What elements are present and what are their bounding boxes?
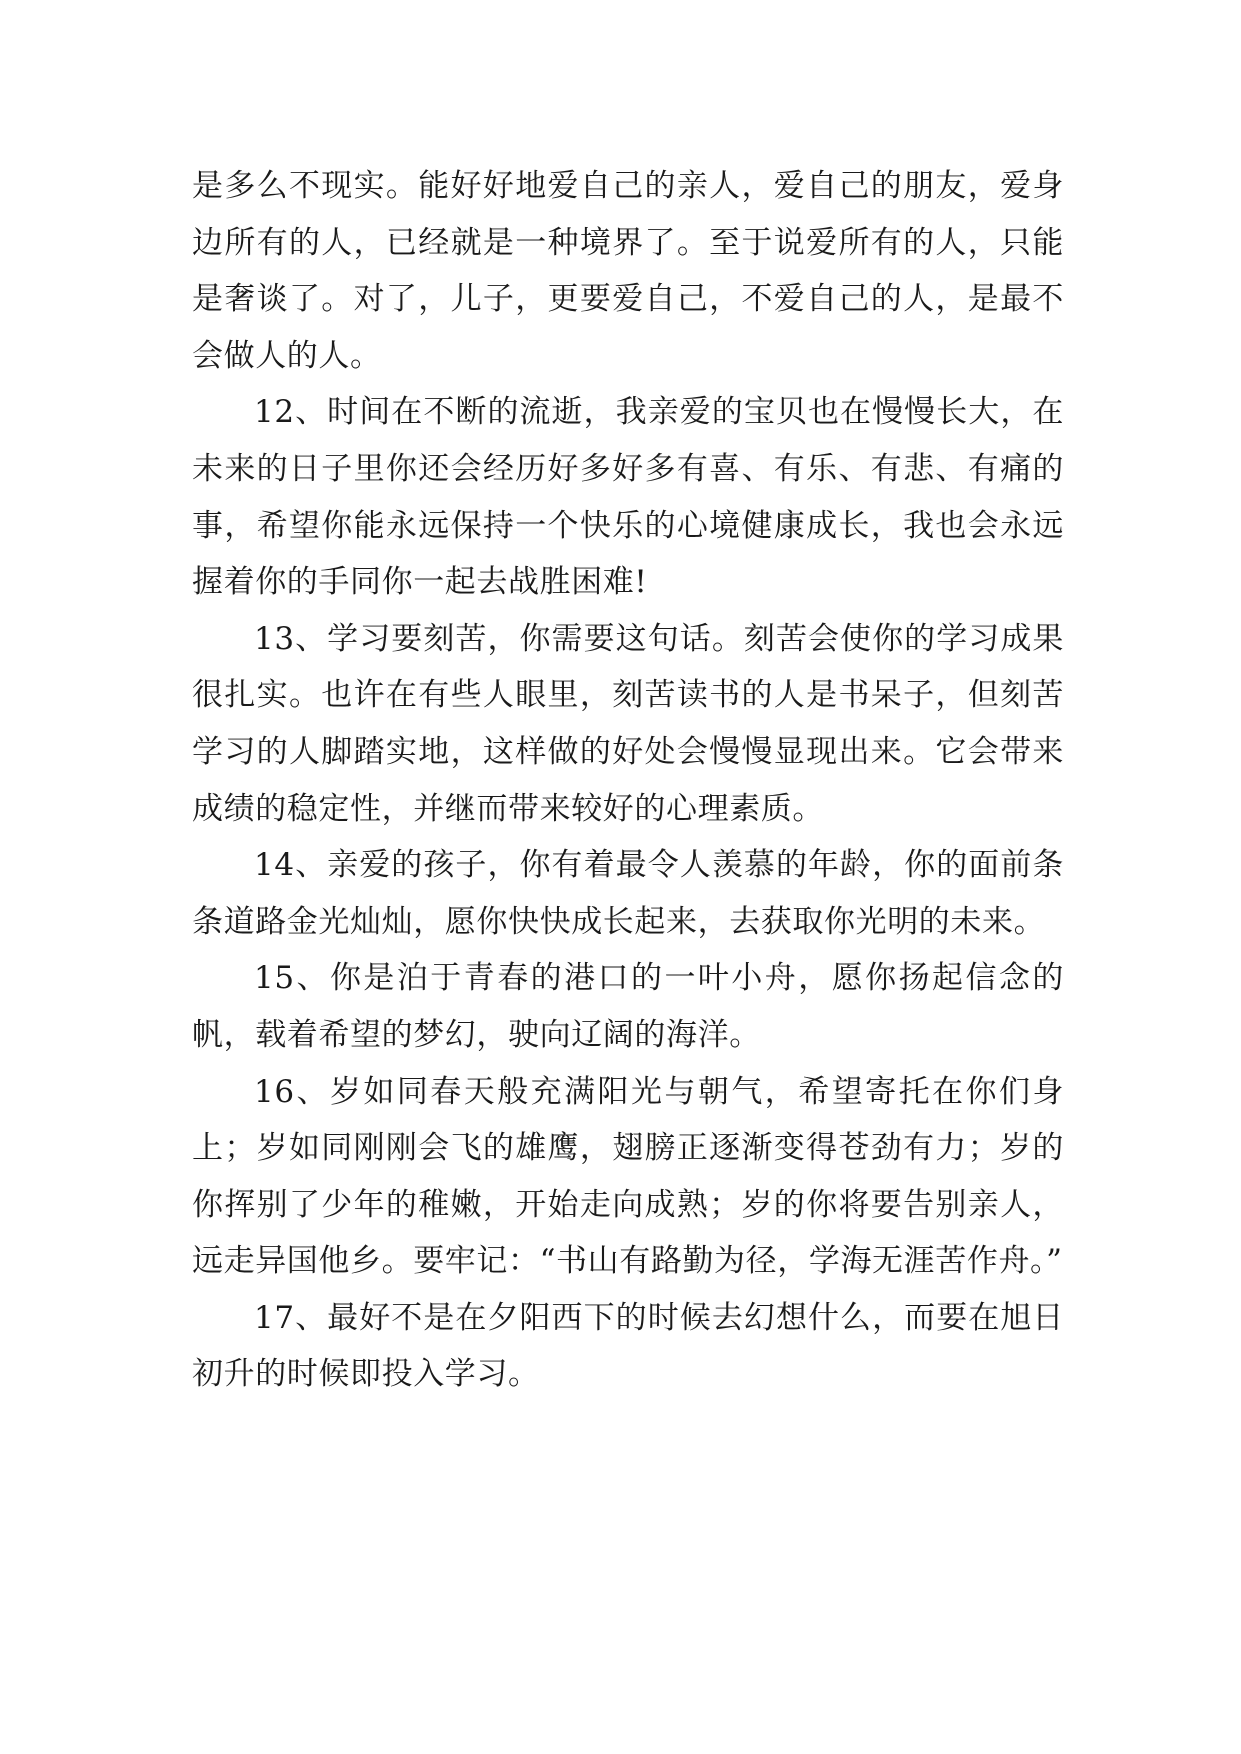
paragraph-continued: 是多么不现实。能好好地爱自己的亲人，爱自己的朋友，爱身边所有的人，已经就是一种境界了。至于说爱所有的人，只能是奢谈了。对了，儿子，更要爱自己，不爱自己的人，是最不会做人的人。 — [192, 168, 1064, 374]
paragraph-14: 14、亲爱的孩子，你有着最令人羡慕的年龄，你的面前条条道路金光灿灿，愿你快快成长起来，去获取你光明的未来。 — [192, 847, 1064, 940]
document-body — [192, 158, 1064, 1403]
paragraph-17: 17、最好不是在夕阳西下的时候去幻想什么，而要在旭日初升的时候即投入学习。 — [192, 1299, 1064, 1393]
paragraph-15: 15、你是泊于青春的港口的一叶小舟，愿你扬起信念的帆，载着希望的梦幻，驶向辽阔的海洋。 — [192, 960, 1064, 1053]
paragraph-13: 13、学习要刻苦，你需要这句话。刻苦会使你的学习成果很扎实。也许在有些人眼里，刻苦读书的人是书呆子，但刻苦学习的人脚踏实地，这样做的好处会慢慢显现出来。它会带来成绩的稳定性，并继而带来较好的心理素质。 — [192, 620, 1064, 827]
paragraph-16: 16、岁如同春天般充满阳光与朝气，希望寄托在你们身上；岁如同刚刚会飞的雄鹰，翅膀正逐渐变得苍劲有力；岁的你挥别了少年的稚嫩，开始走向成熟；岁的你将要告别亲人，远走异国他乡。要牢记：“书山有路勤为径，学海无涯苦作舟。” — [192, 1073, 1064, 1280]
paragraph-12: 12、时间在不断的流逝，我亲爱的宝贝也在慢慢长大，在未来的日子里你还会经历好多好多有喜、有乐、有悲、有痛的事，希望你能永远保持一个快乐的心境健康成长，我也会永远握着你的手同你一起去战胜困难! — [192, 394, 1064, 601]
